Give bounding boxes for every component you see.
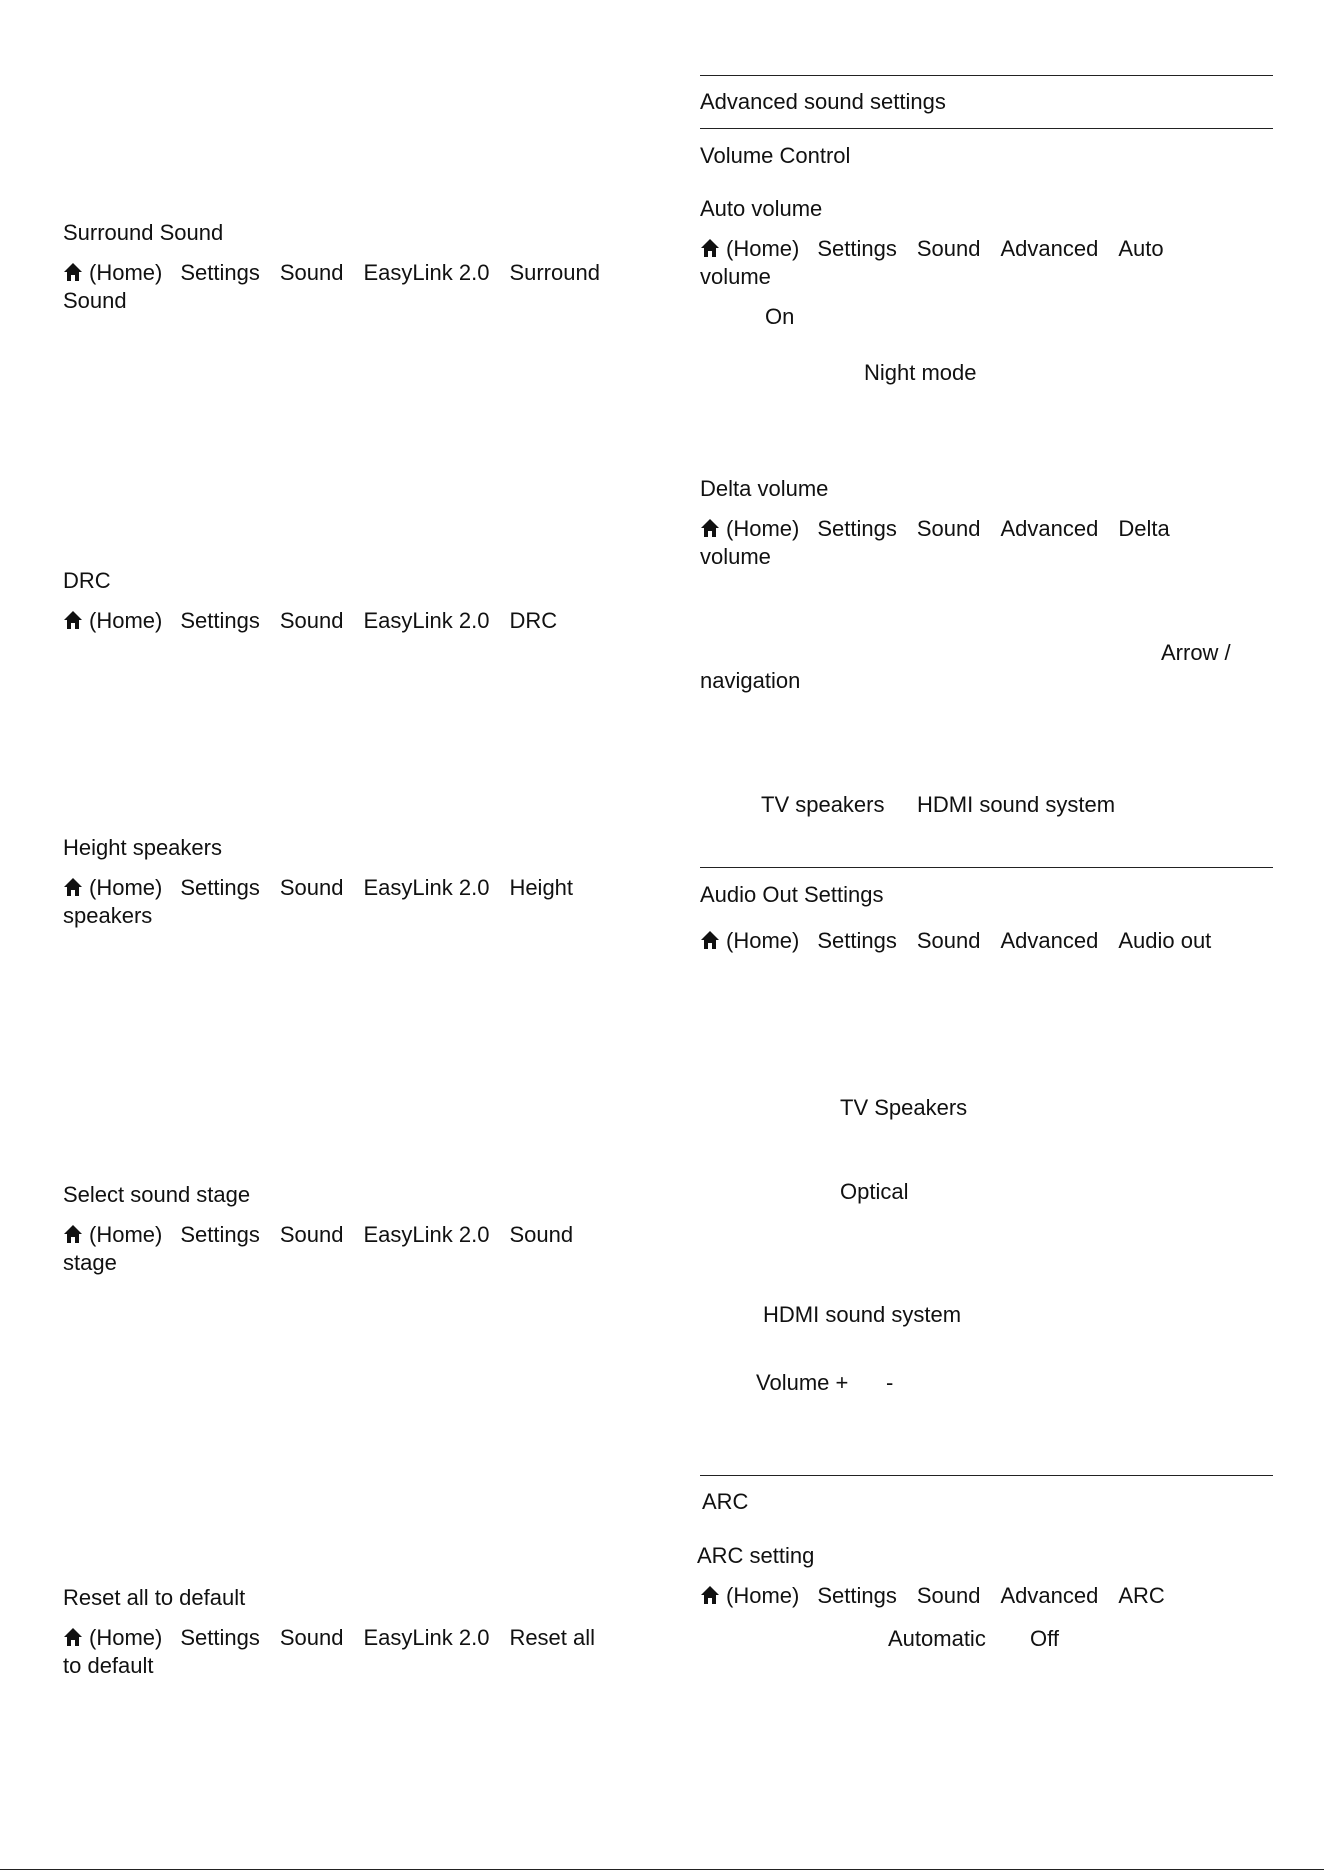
arrow-label: Arrow / [1161, 640, 1231, 665]
option-off: Off [1030, 1626, 1059, 1651]
crumb-continued: volume [700, 264, 771, 289]
heading-arc-setting: ARC setting [697, 1543, 815, 1568]
heading-audio-out-settings: Audio Out Settings [700, 882, 884, 907]
crumb: EasyLink 2.0 [363, 1625, 490, 1650]
option-night-mode: Night mode [864, 360, 977, 385]
home-icon [63, 610, 83, 630]
crumb: (Home) [89, 875, 163, 900]
crumb: Advanced [1000, 928, 1099, 953]
crumb: Sound [916, 928, 981, 953]
crumb: (Home) [89, 1625, 163, 1650]
home-icon [63, 1627, 83, 1647]
crumb: Sound [509, 1222, 574, 1247]
option-optical: Optical [840, 1179, 909, 1204]
label-tv-speakers: TV speakers [761, 792, 885, 817]
breadcrumb-surround-sound [63, 259, 653, 315]
crumb: (Home) [726, 928, 800, 953]
home-icon [700, 930, 720, 950]
heading-surround-sound: Surround Sound [63, 220, 224, 245]
crumb: EasyLink 2.0 [363, 875, 490, 900]
option-hdmi-sound-system: HDMI sound system [763, 1302, 962, 1327]
crumb: (Home) [726, 516, 800, 541]
crumb: Settings [817, 236, 897, 261]
crumb-continued: to default [63, 1653, 154, 1678]
heading-volume-control: Volume Control [700, 143, 851, 168]
option-on: On [765, 304, 795, 329]
crumb: ARC [1118, 1583, 1165, 1608]
heading-arc: ARC [702, 1489, 749, 1514]
option-automatic: Automatic [888, 1626, 986, 1651]
crumb: Auto [1118, 236, 1164, 261]
crumb: Settings [180, 1222, 260, 1247]
home-icon [63, 262, 83, 282]
crumb: Sound [279, 260, 344, 285]
crumb-continued: stage [63, 1250, 117, 1275]
heading-delta-volume: Delta volume [700, 476, 829, 501]
crumb: DRC [509, 608, 558, 633]
crumb-continued: speakers [63, 903, 153, 928]
breadcrumb-drc [63, 607, 653, 635]
crumb: (Home) [89, 608, 163, 633]
label-minus: - [886, 1370, 894, 1395]
crumb: Audio out [1118, 928, 1212, 953]
crumb: Settings [180, 875, 260, 900]
label-volume-plus: Volume + [756, 1370, 849, 1395]
footer-divider [0, 1869, 1324, 1870]
crumb: Advanced [1000, 236, 1099, 261]
crumb: Sound [279, 1625, 344, 1650]
crumb: Settings [817, 516, 897, 541]
breadcrumb-arc [700, 1582, 1290, 1610]
divider [700, 75, 1273, 76]
heading-auto-volume: Auto volume [700, 196, 823, 221]
crumb: Surround [509, 260, 600, 285]
heading-advanced-sound-settings: Advanced sound settings [700, 89, 946, 114]
crumb: Settings [180, 1625, 260, 1650]
heading-drc: DRC [63, 568, 111, 593]
crumb: (Home) [89, 1222, 163, 1247]
crumb: (Home) [726, 236, 800, 261]
crumb: Reset all [509, 1625, 596, 1650]
crumb: Advanced [1000, 516, 1099, 541]
crumb: EasyLink 2.0 [363, 260, 490, 285]
crumb-continued: volume [700, 544, 771, 569]
navigation-label: navigation [700, 668, 801, 693]
divider [700, 867, 1273, 868]
home-icon [63, 877, 83, 897]
divider [700, 1475, 1273, 1476]
crumb: Advanced [1000, 1583, 1099, 1608]
breadcrumb-audio-out [700, 927, 1290, 955]
heading-reset-all: Reset all to default [63, 1585, 246, 1610]
divider [700, 128, 1273, 129]
home-icon [700, 518, 720, 538]
breadcrumb-sound-stage [63, 1221, 653, 1277]
home-icon [63, 1224, 83, 1244]
label-hdmi-sound-system: HDMI sound system [917, 792, 1116, 817]
crumb: Settings [180, 260, 260, 285]
breadcrumb-reset-all [63, 1624, 653, 1680]
crumb: (Home) [726, 1583, 800, 1608]
crumb: EasyLink 2.0 [363, 608, 490, 633]
home-icon [700, 238, 720, 258]
crumb: Settings [817, 928, 897, 953]
crumb: Sound [916, 236, 981, 261]
home-icon [700, 1585, 720, 1605]
crumb: Sound [279, 1222, 344, 1247]
crumb: EasyLink 2.0 [363, 1222, 490, 1247]
crumb-continued: Sound [63, 288, 127, 313]
crumb: Sound [279, 608, 344, 633]
breadcrumb-height-speakers [63, 874, 653, 930]
breadcrumb-auto-volume [700, 235, 1290, 291]
heading-select-sound-stage: Select sound stage [63, 1182, 251, 1207]
crumb: Sound [279, 875, 344, 900]
crumb: (Home) [89, 260, 163, 285]
crumb: Sound [916, 1583, 981, 1608]
crumb: Settings [180, 608, 260, 633]
crumb: Settings [817, 1583, 897, 1608]
crumb: Height [509, 875, 574, 900]
crumb: Delta [1118, 516, 1170, 541]
breadcrumb-delta-volume [700, 515, 1290, 571]
option-tv-speakers: TV Speakers [840, 1095, 968, 1120]
crumb: Sound [916, 516, 981, 541]
heading-height-speakers: Height speakers [63, 835, 222, 860]
